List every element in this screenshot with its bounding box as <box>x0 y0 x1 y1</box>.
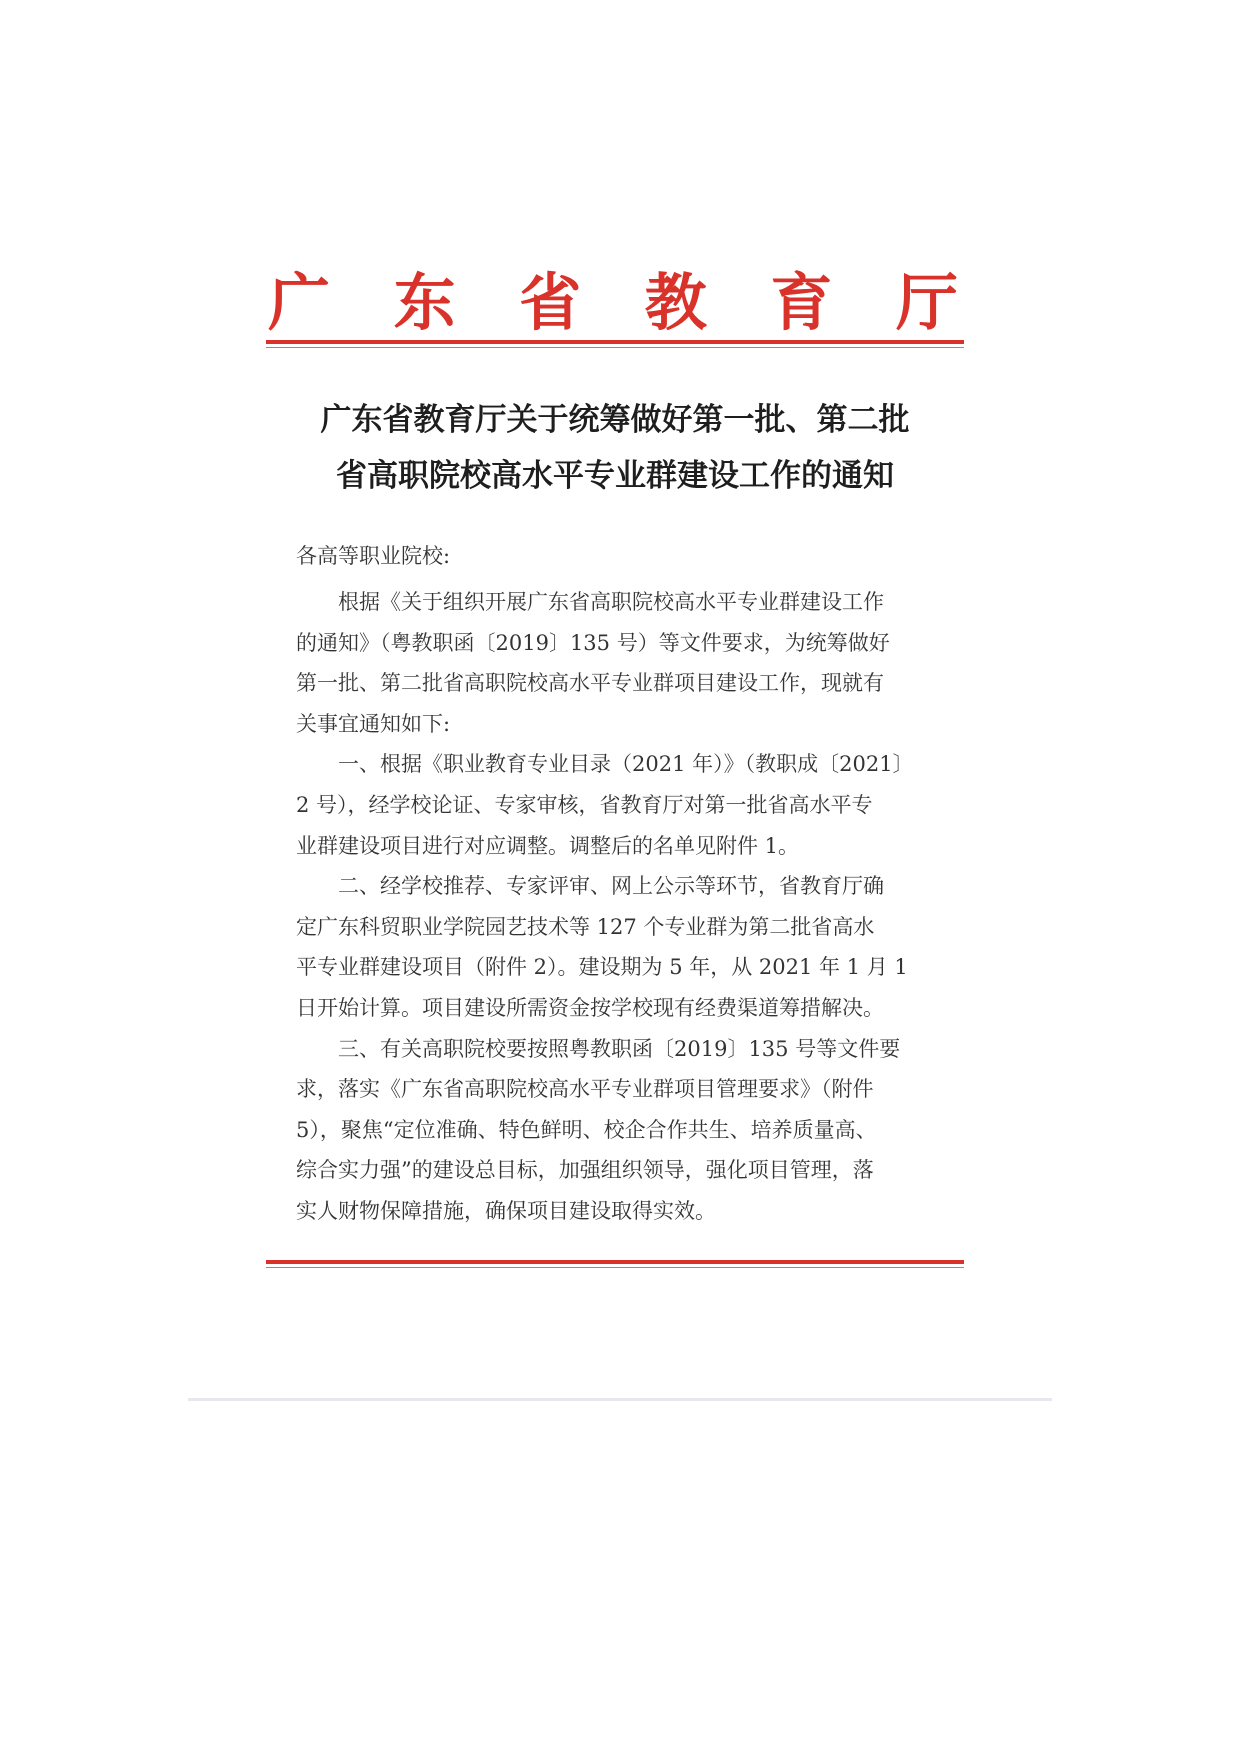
letterhead-char: 东 <box>393 265 456 339</box>
title-line-2: 省高职院校高水平专业群建设工作的通知 <box>336 458 894 494</box>
letterhead-char: 省 <box>519 265 582 339</box>
letterhead-char: 广 <box>268 265 331 339</box>
body-line: 定广东科贸职业学院园艺技术等 127 个专业群为第二批省高水 <box>296 914 875 939</box>
body-line: 实人财物保障措施，确保项目建设取得实效。 <box>296 1198 716 1223</box>
body-line: 2 号），经学校论证、专家审核，省教育厅对第一批省高水平专 <box>296 792 873 817</box>
document-title <box>266 392 964 504</box>
body-line: 平专业群建设项目（附件 2）。建设期为 5 年，从 2021 年 1 月 1 <box>296 955 908 980</box>
body-line: 二、经学校推荐、专家评审、网上公示等环节，省教育厅确 <box>338 874 884 899</box>
footer-red-rule <box>266 1260 964 1264</box>
title-line-1: 广东省教育厅关于统筹做好第一批、第二批 <box>320 402 910 438</box>
salutation: 各高等职业院校: <box>296 544 451 568</box>
letterhead-char: 教 <box>644 265 707 339</box>
page-divider <box>188 1398 1052 1401</box>
letterhead-red-rule <box>266 340 964 344</box>
body-line: 5），聚焦“定位准确、特色鲜明、校企合作共生、培养质量高、 <box>296 1117 877 1142</box>
document-body <box>296 582 946 1232</box>
letterhead-red-rule-thin <box>266 347 964 348</box>
footer-red-rule-thin <box>266 1267 964 1268</box>
body-line: 关事宜通知如下: <box>296 711 451 736</box>
body-line: 三、有关高职院校要按照粤教职函〔2019〕135 号等文件要 <box>338 1036 901 1061</box>
letterhead-char: 育 <box>770 265 833 339</box>
body-line: 日开始计算。项目建设所需资金按学校现有经费渠道筹措解决。 <box>296 995 884 1020</box>
body-line: 根据《关于组织开展广东省高职院校高水平专业群建设工作 <box>338 590 884 614</box>
body-line: 综合实力强”的建设总目标，加强组织领导，强化项目管理，落 <box>296 1158 874 1183</box>
body-line: 的通知》（粤教职函〔2019〕135 号）等文件要求，为统筹做好 <box>296 630 890 655</box>
letterhead-char: 厅 <box>895 265 958 339</box>
body-line: 求，落实《广东省高职院校高水平专业群项目管理要求》（附件 <box>296 1077 874 1102</box>
body-line: 第一批、第二批省高职院校高水平专业群项目建设工作，现就有 <box>296 671 884 696</box>
body-line: 业群建设项目进行对应调整。调整后的名单见附件 1。 <box>296 833 800 858</box>
agency-letterhead <box>268 262 958 339</box>
body-line: 一、根据《职业教育专业目录（2021 年）》（教职成〔2021〕 <box>338 752 914 777</box>
